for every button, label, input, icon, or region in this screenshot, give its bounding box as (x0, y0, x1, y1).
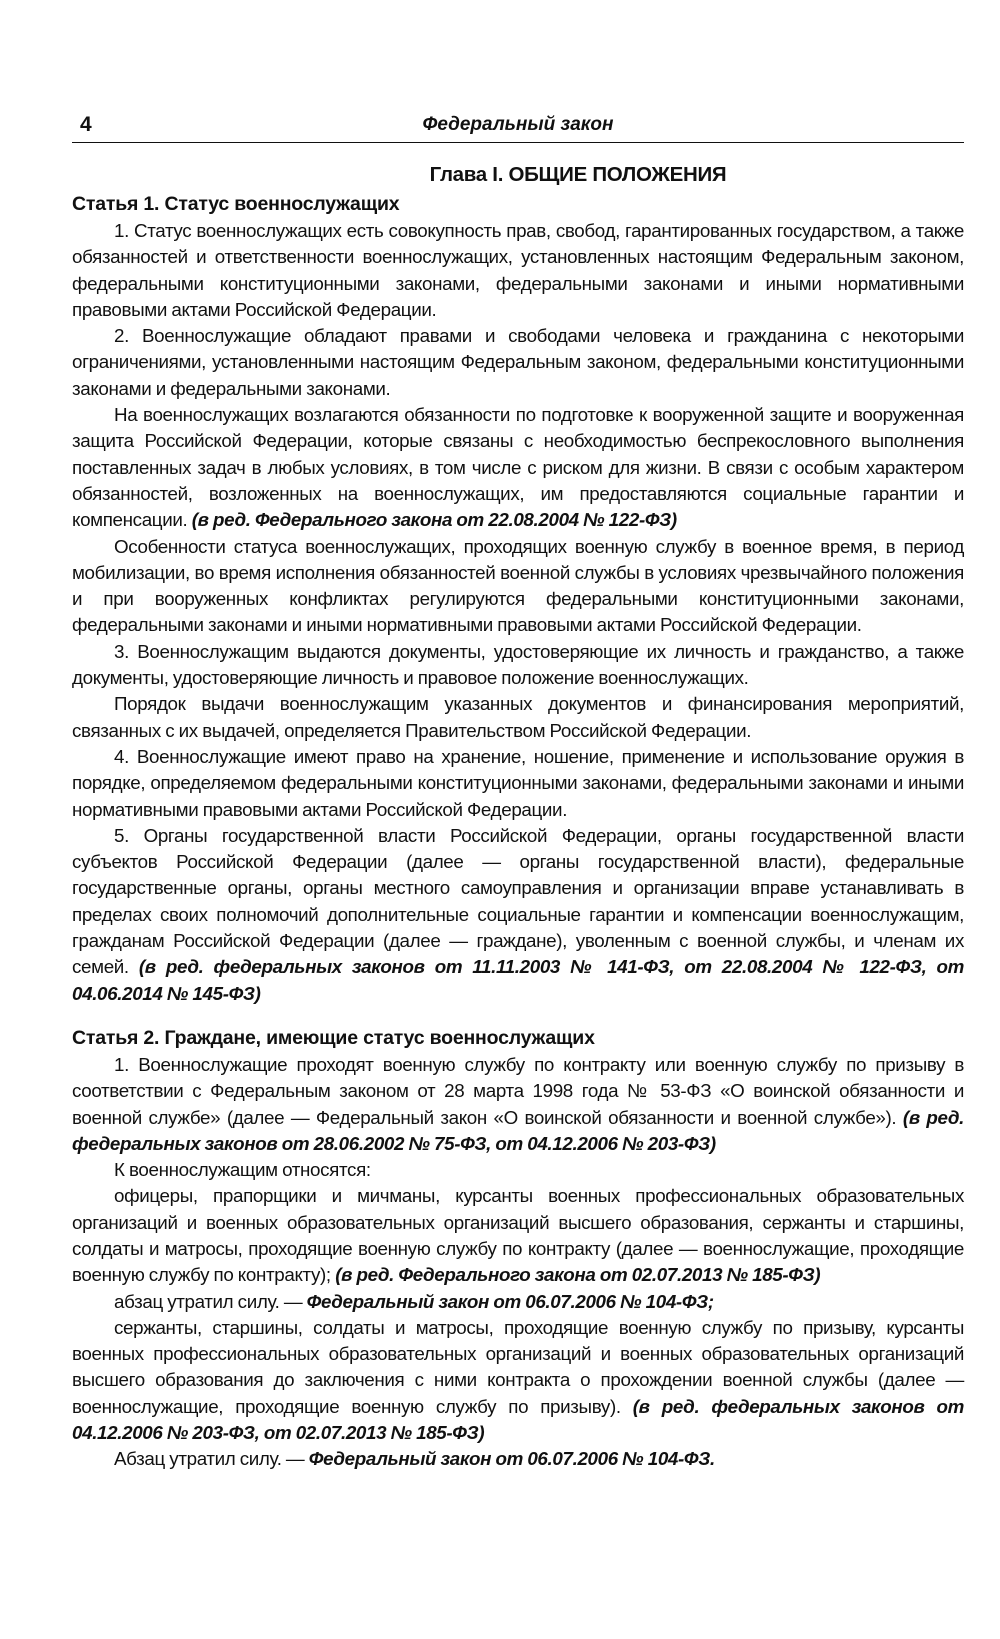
article-1-paragraph: На военнослужащих возлагаются обязанности по подготовке к вооруженной защите и вооруженная защита Российской Федерации, которые связаны с необходимостью беспрекословного выполнения поставленных задач в любых условиях, в том числе с риском для жизни. В связи с особым характером обязанностей, возложенных на военнослужащих, им предоставляются социальные гарантии и компенсации. (в ред. Федерального закона от 22.08.2004 № 122-ФЗ) (72, 404, 964, 531)
amendment-note: (в ред. федеральных законов от 28.06.2002 № 75-ФЗ, от 04.12.2006 № 203-ФЗ) (72, 1106, 965, 1154)
article-1-paragraph: 1. Статус военнослужащих есть совокупность прав, свобод, гарантированных государством, а также обязанностей и ответственности военнослужащих, установленных настоящим Федеральным законом, федеральными конституционными законами, федеральными законами и иными нормативными правовыми актами Российской Федерации. (72, 220, 964, 320)
article-2-paragraph: абзац утратил силу. — Федеральный закон от 06.07.2006 № 104-ФЗ; (114, 1290, 714, 1312)
article-2-paragraph: сержанты, старшины, солдаты и матросы, проходящие военную службу по призыву, курсанты военных профессиональных образовательных организаций и военных образовательных организаций высшего образования до заключения с ними контракта о прохождении военной службы (далее — военнослужащие, проходящие военную службу по призыву). (в ред. федеральных законов от 04.12.2006 № 203-ФЗ, от 02.07.2013 № 185-ФЗ) (72, 1316, 964, 1444)
amendment-note: Федеральный закон от 06.07.2006 № 104-ФЗ; (306, 1290, 714, 1312)
amendment-note: Федеральный закон от 06.07.2006 № 104-ФЗ. (308, 1448, 715, 1470)
running-title: Федеральный закон (422, 114, 614, 135)
chapter-heading: Глава I. ОБЩИЕ ПОЛОЖЕНИЯ (429, 163, 727, 186)
article-2-paragraph: офицеры, прапорщики и мичманы, курсанты военных профессиональных образовательных организаций и военных образовательных организаций высшего образования, сержанты и старшины, солдаты и матросы, проходящие военную службу по контракту (далее — военнослужащие, проходящие военную службу по контракту); (в ред. Федерального закона от 02.07.2013 № 185-ФЗ) (72, 1185, 964, 1286)
amendment-note: (в ред. федеральных законов от 04.12.2006 № 203-ФЗ, от 02.07.2013 № 185-ФЗ) (72, 1395, 964, 1444)
article-2-paragraph: К военнослужащим относятся: (114, 1159, 371, 1181)
article-1-paragraph: 5. Органы государственной власти Российской Федерации, органы государственной власти субъектов Российской Федерации (далее — органы государственной власти), федеральные государственные органы, органы местного самоуправления и организации вправе устанавливать в пределах своих полномочий дополнительные социальные гарантии и компенсации военнослужащим, гражданам Российской Федерации (далее — граждане), уволенным с военной службы, и членам их семей. (в ред. федеральных законов от 11.11.2003 № 141-ФЗ, от 22.08.2004 № 122-ФЗ, от 04.06.2014 № 145-ФЗ) (72, 824, 965, 1004)
article-1-paragraph: Особенности статуса военнослужащих, проходящих военную службу в военное время, в период мобилизации, во время исполнения обязанностей военной службы в условиях чрезвычайного положения и при вооруженных конфликтах регулируются федеральными конституционными законами, федеральными законами и иными нормативными правовыми актами Российской Федерации. (72, 535, 964, 636)
article-1-paragraph: 3. Военнослужащим выдаются документы, удостоверяющие их личность и гражданство, а также документы, удостоверяющие личность и правовое положение военнослужащих. (72, 640, 964, 689)
article-1-title: Статья 1. Статус военнослужащих (72, 193, 400, 215)
article-1-paragraph: Порядок выдачи военнослужащим указанных документов и финансирования мероприятий, связанных с их выдачей, определяется Правительством Российской Федерации. (72, 693, 964, 741)
article-2-paragraph: 1. Военнослужащие проходят военную службу по контракту или военную службу по призыву в соответствии с Федеральным законом от 28 марта 1998 года № 53-ФЗ «О воинской обязанности и военной службе» (далее — Федеральный закон «О воинской обязанности и военной службе»). (в ред. федеральных законов от 28.06.2002 № 75-ФЗ, от 04.12.2006 № 203-ФЗ) (72, 1053, 965, 1154)
article-2-paragraph: Абзац утратил силу. — Федеральный закон от 06.07.2006 № 104-ФЗ. (114, 1448, 715, 1470)
amendment-note: (в ред. Федерального закона от 02.07.2013 № 185-ФЗ) (335, 1264, 821, 1286)
amendment-note: (в ред. федеральных законов от 11.11.2003 № 141-ФЗ, от 22.08.2004 № 122-ФЗ, от 04.06.2014 № 145-ФЗ) (72, 956, 965, 1004)
article-1-paragraph: 2. Военнослужащие обладают правами и свободами человека и гражданина с некоторыми ограничениями, установленными настоящим Федеральным законом, федеральными конституционными законами и федеральными законами. (72, 325, 964, 399)
article-2-title: Статья 2. Граждане, имеющие статус военнослужащих (72, 1026, 595, 1049)
page-header (72, 112, 964, 143)
page-number: 4 (80, 113, 92, 136)
amendment-note: (в ред. Федерального закона от 22.08.2004 № 122-ФЗ) (191, 509, 677, 531)
article-1-paragraph: 4. Военнослужащие имеют право на хранение, ношение, применение и использование оружия в порядке, определяемом федеральными конституционными законами, федеральными законами и иными нормативными правовыми актами Российской Федерации. (72, 745, 964, 820)
